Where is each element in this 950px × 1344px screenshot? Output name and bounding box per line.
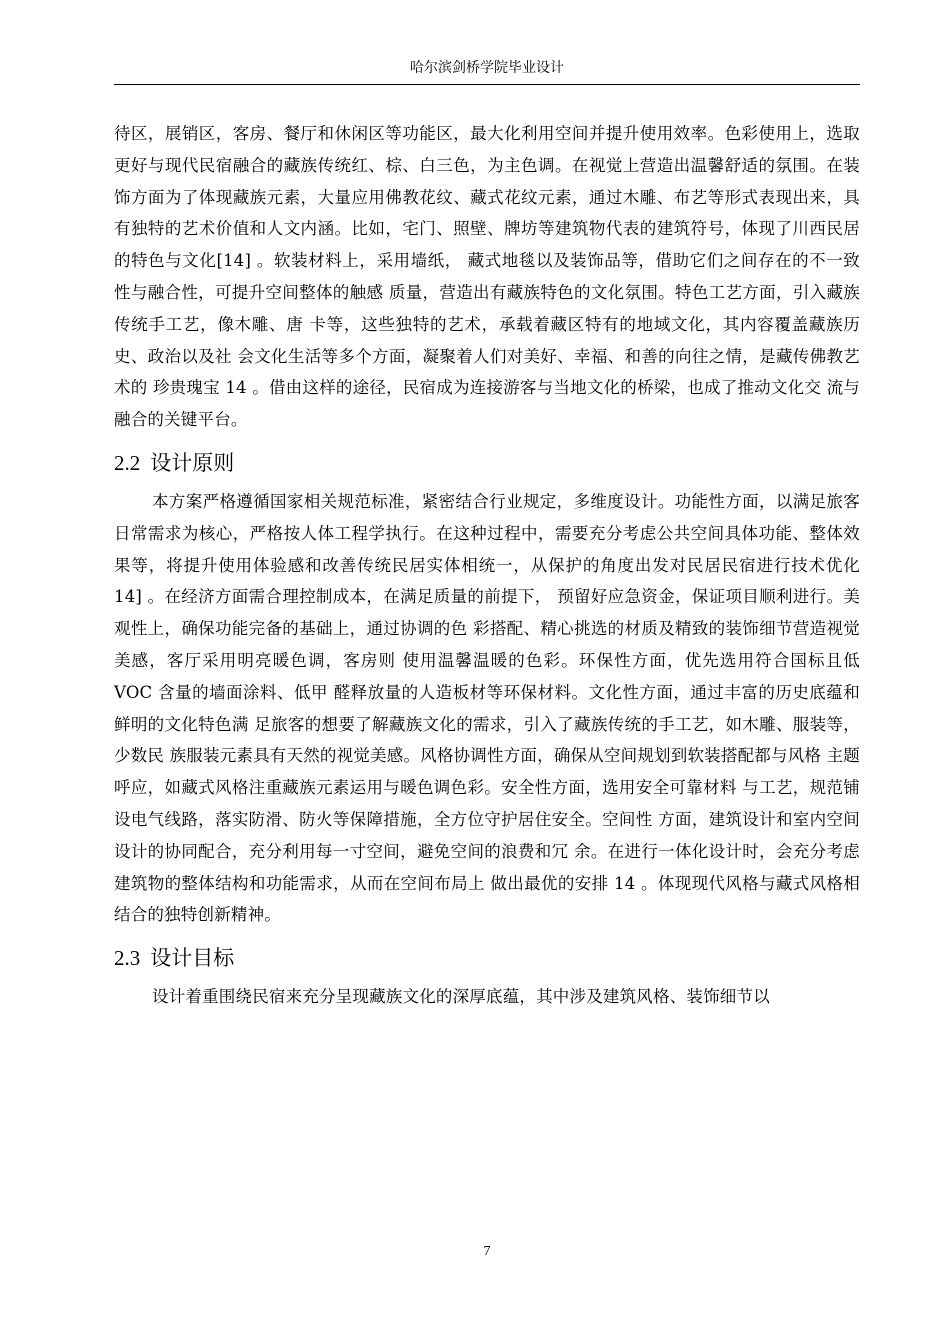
section-number: 2.2 <box>114 450 141 475</box>
page-number: 7 <box>483 1244 491 1259</box>
section-heading-2-3 <box>114 941 860 975</box>
section-title: 设计目标 <box>150 946 235 971</box>
section-number: 2.3 <box>114 946 141 971</box>
paragraph-continued: 待区，展销区，客房、餐厅和休闲区等功能区，最大化利用空间并提升使用效率。色彩使用上，选取更好与现代民宿融合的藏族传统红、棕、白三色，为主色调。在视觉上营造出温馨舒适的氛围。在装饰方面为了体现藏族元素，大量应用佛教花纹、藏式花纹元素，通过木雕、布艺等形式表现出来，具有独特的艺术价值和人文内涵。比如，宅门、照壁、牌坊等建筑物代表的建筑符号，体现了川西民居的特色与文化[14] 。软装材料上，采用墙纸， 藏式地毯以及装饰品等，借助它们之间存在的不一致性与融合性，可提升空间整体的触感 质量，营造出有藏族特色的文化氛围。特色工艺方面，引入藏族传统手工艺，像木雕、唐 卡等，这些独特的艺术，承载着藏区特有的地域文化，其内容覆盖藏族历史、政治以及社 会文化生活等多个方面，凝聚着人们对美好、幸福、和善的向往之情，是藏传佛教艺术的 珍贵瑰宝 14 。借由这样的途径，民宿成为连接游客与当地文化的桥梁，也成了推动文化交 流与融合的关键平台。 <box>114 124 860 430</box>
paragraph-design-goals: 设计着重围绕民宿来充分呈现藏族文化的深厚底蕴，其中涉及建筑风格、装饰细节以 <box>152 987 770 1007</box>
paragraph-design-principles: 本方案严格遵循国家相关规范标准，紧密结合行业规定，多维度设计。功能性方面，以满足旅客日常需求为核心，严格按人体工程学执行。在这种过程中，需要充分考虑公共空间具体功能、整体效果等，将提升使用体验感和改善传统民居实体相统一，从保护的角度出发对民居民宿进行技术优化 14] 。在经济方面需合理控制成本，在满足质量的前提下， 预留好应急资金，保证项目顺利进行。美观性上，确保功能完备的基础上，通过协调的色 彩搭配、精心挑选的材质及精致的装饰细节营造视觉美感，客厅采用明亮暖色调，客房则 使用温馨温暖的色彩。环保性方面，优先选用符合国标且低 VOC 含量的墙面涂料、低甲 醛释放量的人造板材等环保材料。文化性方面，通过丰富的历史底蕴和鲜明的文化特色满 足旅客的想要了解藏族文化的需求，引入了藏族传统的手工艺，如木雕、服装等，少数民 族服装元素具有天然的视觉美感。风格协调性方面，确保从空间规划到软装搭配都与风格 主题呼应，如藏式风格注重藏族元素运用与暖色调色彩。安全性方面，选用安全可靠材料 与工艺，规范铺设电气线路，落实防滑、防火等保障措施，全方位守护居住安全。空间性 方面，建筑设计和室内空间设计的协同配合，充分利用每一寸空间，避免空间的浪费和冗 余。在进行一体化设计时，会充分考虑建筑物的整体结构和功能需求，从而在空间布局上 做出最优的安排 14 。体现现代风格与藏式风格相结合的独特创新精神。 <box>114 491 860 925</box>
page-body <box>114 118 860 1013</box>
section-title: 设计原则 <box>150 450 235 475</box>
page-header: 哈尔滨剑桥学院毕业设计 <box>410 60 564 76</box>
section-heading-2-2 <box>114 446 860 480</box>
header-divider <box>114 84 860 85</box>
